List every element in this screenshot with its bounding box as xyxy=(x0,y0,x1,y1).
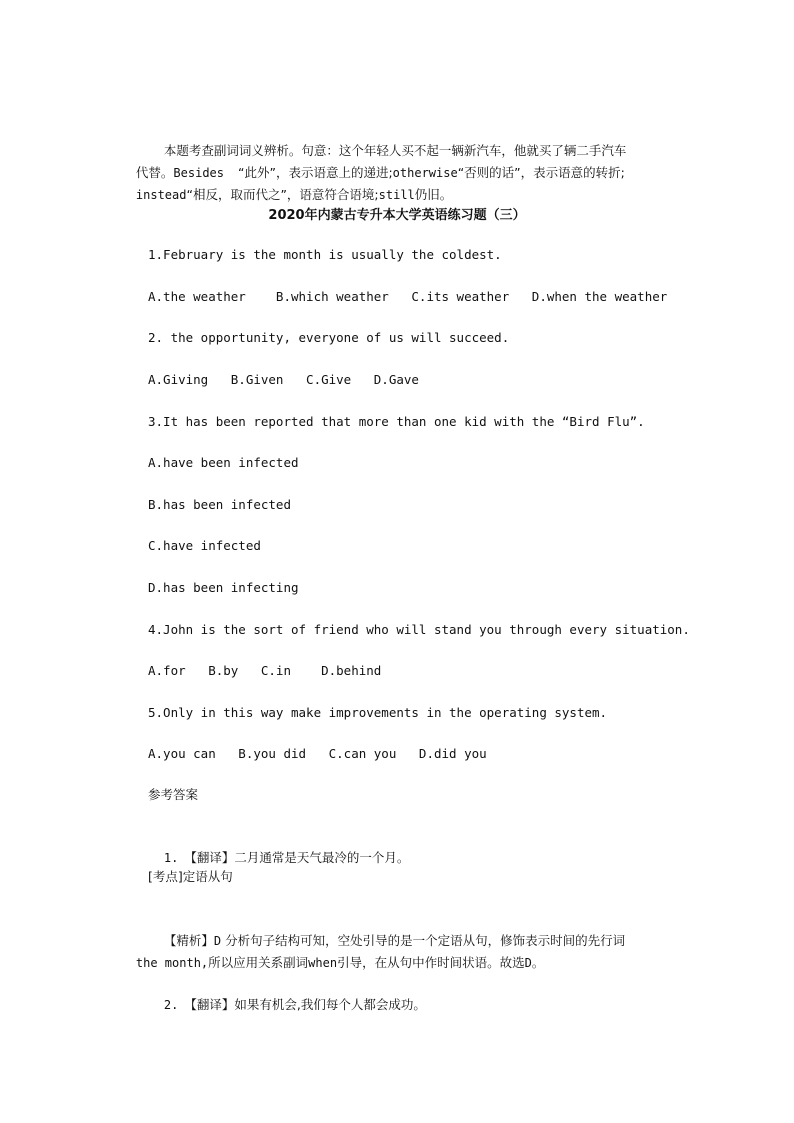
question-4-options: A.for B.by C.in D.behind xyxy=(148,663,382,678)
intro-text: 仍旧。 xyxy=(414,187,453,202)
intro-text: 代替。 xyxy=(135,165,174,180)
intro-text: “此外”，表示语意上的递进; xyxy=(238,165,393,180)
answer-number: 1. xyxy=(163,851,179,865)
question-5-options: A.you can B.you did C.can you D.did you xyxy=(148,746,487,761)
question-2: 2. the opportunity, everyone of us will succeed. xyxy=(148,330,510,345)
intro-term: still xyxy=(378,188,415,202)
answer-letter: D xyxy=(213,934,222,948)
answer-tag: 【精析】 xyxy=(163,933,214,948)
answer-tag: 【翻译】 xyxy=(184,850,235,865)
intro-text: “否则的话”，表示语意的转折; xyxy=(457,165,625,180)
answer-1-point: [考点]定语从句 xyxy=(148,869,233,884)
intro-term: otherwise xyxy=(392,166,458,180)
answer-text: 二月通常是天气最冷的一个月。 xyxy=(234,850,410,865)
answer-tag: 【翻译】 xyxy=(184,997,235,1012)
answer-term: the month, xyxy=(135,956,209,970)
intro-text: “相反，取而代之”，语意符合语境; xyxy=(186,187,379,202)
question-3-option-b: B.has been infected xyxy=(148,497,291,512)
question-3-option-d: D.has been infecting xyxy=(148,580,299,595)
answer-term: D。 xyxy=(524,956,544,970)
question-2-options: A.Giving B.Given C.Give D.Gave xyxy=(148,372,419,387)
answers-heading: 参考答案 xyxy=(148,787,199,802)
intro-term: Besides xyxy=(173,166,224,180)
answer-2-translation xyxy=(148,972,426,1038)
document-title: 2020年内蒙古专升本大学英语练习题（三） xyxy=(268,208,526,223)
answer-text: 如果有机会,我们每个人都会成功。 xyxy=(234,997,426,1012)
question-4: 4.John is the sort of friend who will stand you through every situation. xyxy=(148,622,690,637)
question-3: 3.It has been reported that more than one kid with the “Bird Flu”. xyxy=(148,414,645,429)
question-5: 5.Only in this way make improvements in the operating system. xyxy=(148,705,608,720)
question-3-option-a: A.have been infected xyxy=(148,455,299,470)
answer-text: 引导，在从句中作时间状语。故选 xyxy=(337,955,525,970)
question-3-option-c: C.have infected xyxy=(148,538,261,553)
answer-text: 分析句子结构可知，空处引导的是一个定语从句，修饰表示时间的先行词 xyxy=(221,933,626,948)
question-1: 1.February is the month is usually the coldest. xyxy=(148,247,502,262)
intro-text: 本题考查副词词义辨析。句意：这个年轻人买不起一辆新汽车，他就买了辆二手汽车 xyxy=(163,143,627,158)
answer-text: 所以应用关系副词 xyxy=(208,955,309,970)
intro-term: instead xyxy=(135,188,187,202)
answer-number: 2. xyxy=(163,998,179,1012)
question-1-options: A.the weather B.which weather C.its weather D.when the weather xyxy=(148,289,668,304)
answer-term: when xyxy=(308,956,338,970)
